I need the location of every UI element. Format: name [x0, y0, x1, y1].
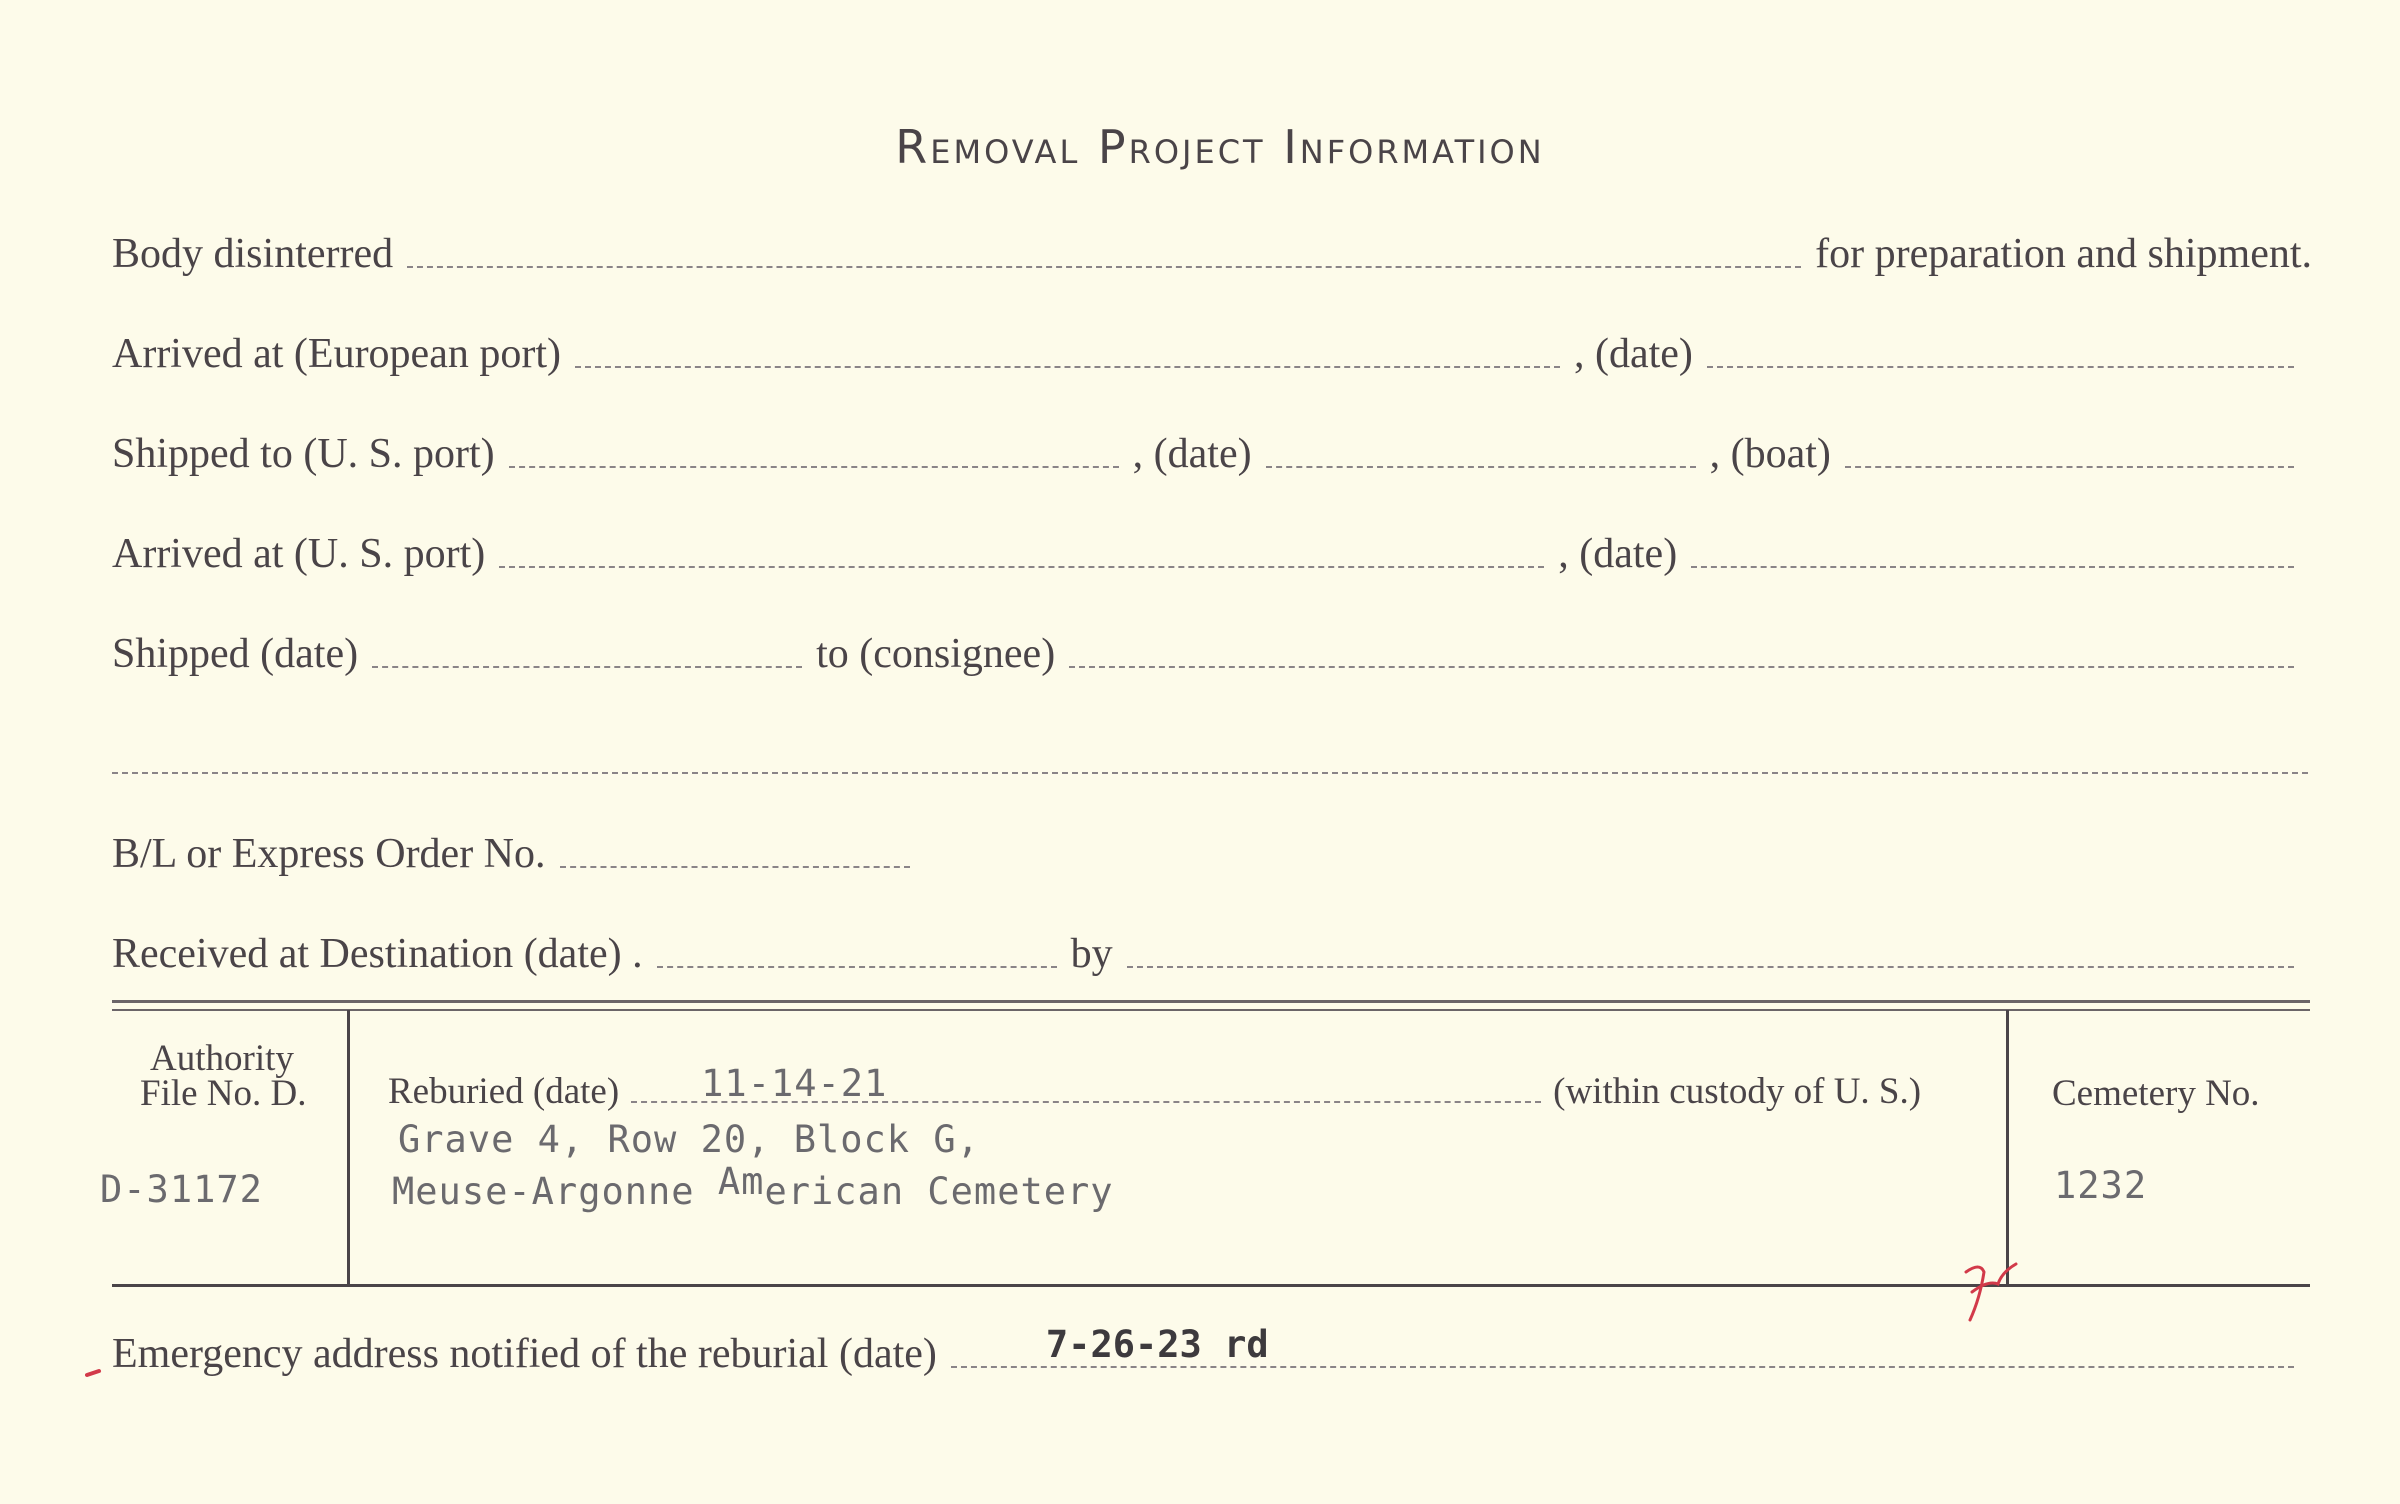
arrived-european-date-label: , (date) [1573, 331, 1693, 377]
emergency-row [112, 1323, 2308, 1378]
shipped-us-date-label: , (date) [1132, 431, 1252, 477]
bl-order-row [112, 830, 924, 878]
body-disinterred-label: Body disinterred [112, 231, 394, 277]
boat-label: , (boat) [1709, 431, 1831, 477]
shipped-us-date-field[interactable] [1266, 466, 1696, 468]
shipped-date-label: Shipped (date) [112, 631, 359, 677]
body-disinterred-field[interactable] [407, 266, 1801, 268]
authority-column-divider [347, 1010, 350, 1284]
body-disinterred-row [112, 230, 2312, 278]
arrived-us-date-label: , (date) [1558, 531, 1678, 577]
red-margin-mark [85, 1365, 105, 1381]
us-port-field[interactable] [509, 466, 1119, 468]
shipped-date-field[interactable] [372, 666, 802, 668]
arrived-us-date-field[interactable] [1691, 566, 2294, 568]
page-title: Removal Project Information [895, 120, 1545, 174]
bl-order-field[interactable] [560, 866, 910, 868]
arrived-european-row [112, 330, 2308, 378]
received-destination-label: Received at Destination (date) . [112, 931, 643, 977]
double-divider [112, 1000, 2310, 1011]
arrived-us-row [112, 530, 2308, 578]
reburied-row [388, 1062, 1980, 1113]
emergency-date-value: 7-26-23 rd [1045, 1323, 1269, 1366]
arrived-us-port-field[interactable] [499, 566, 1544, 568]
file-no-label: File No. D. [140, 1073, 307, 1114]
cemetery-no-label: Cemetery No. [2052, 1073, 2260, 1114]
cemetery-name: Meuse-Argonne American Cemetery [392, 1160, 1114, 1213]
cemetery-no-value: 1232 [2054, 1164, 2148, 1207]
consignee-label: to (consignee) [816, 631, 1056, 677]
reburied-label: Reburied (date) [388, 1071, 620, 1112]
reburied-date-value: 11-14-21 [701, 1062, 888, 1105]
shipped-date-row [112, 630, 2308, 678]
by-label: by [1070, 931, 1113, 977]
boat-field[interactable] [1845, 466, 2294, 468]
received-by-field[interactable] [1127, 966, 2294, 968]
arrived-european-date-field[interactable] [1707, 366, 2294, 368]
shipped-us-row [112, 430, 2308, 478]
bl-order-label: B/L or Express Order No. [112, 831, 546, 877]
authority-label: Authority [150, 1038, 294, 1079]
european-port-field[interactable] [575, 366, 1560, 368]
consignee-field[interactable] [1069, 666, 2294, 668]
received-row [112, 930, 2308, 978]
arrived-us-port-label: Arrived at (U. S. port) [112, 531, 486, 577]
red-initial-mark [1958, 1258, 2018, 1328]
shipped-us-port-label: Shipped to (U. S. port) [112, 431, 495, 477]
custody-label: (within custody of U. S.) [1553, 1071, 1922, 1112]
cemetery-column-divider [2006, 1010, 2009, 1284]
authority-file-value: D-31172 [100, 1168, 263, 1211]
reburied-date-field[interactable] [631, 1062, 1541, 1105]
preparation-shipment-label: for preparation and shipment. [1815, 231, 2312, 277]
grave-location: Grave 4, Row 20, Block G, [398, 1118, 980, 1161]
received-date-field[interactable] [657, 966, 1057, 968]
arrived-european-label: Arrived at (European port) [112, 331, 561, 377]
emergency-label: Emergency address notified of the reburial (date) [112, 1331, 937, 1377]
emergency-date-field[interactable] [951, 1323, 2294, 1368]
consignee-continuation-field[interactable] [112, 772, 2308, 774]
